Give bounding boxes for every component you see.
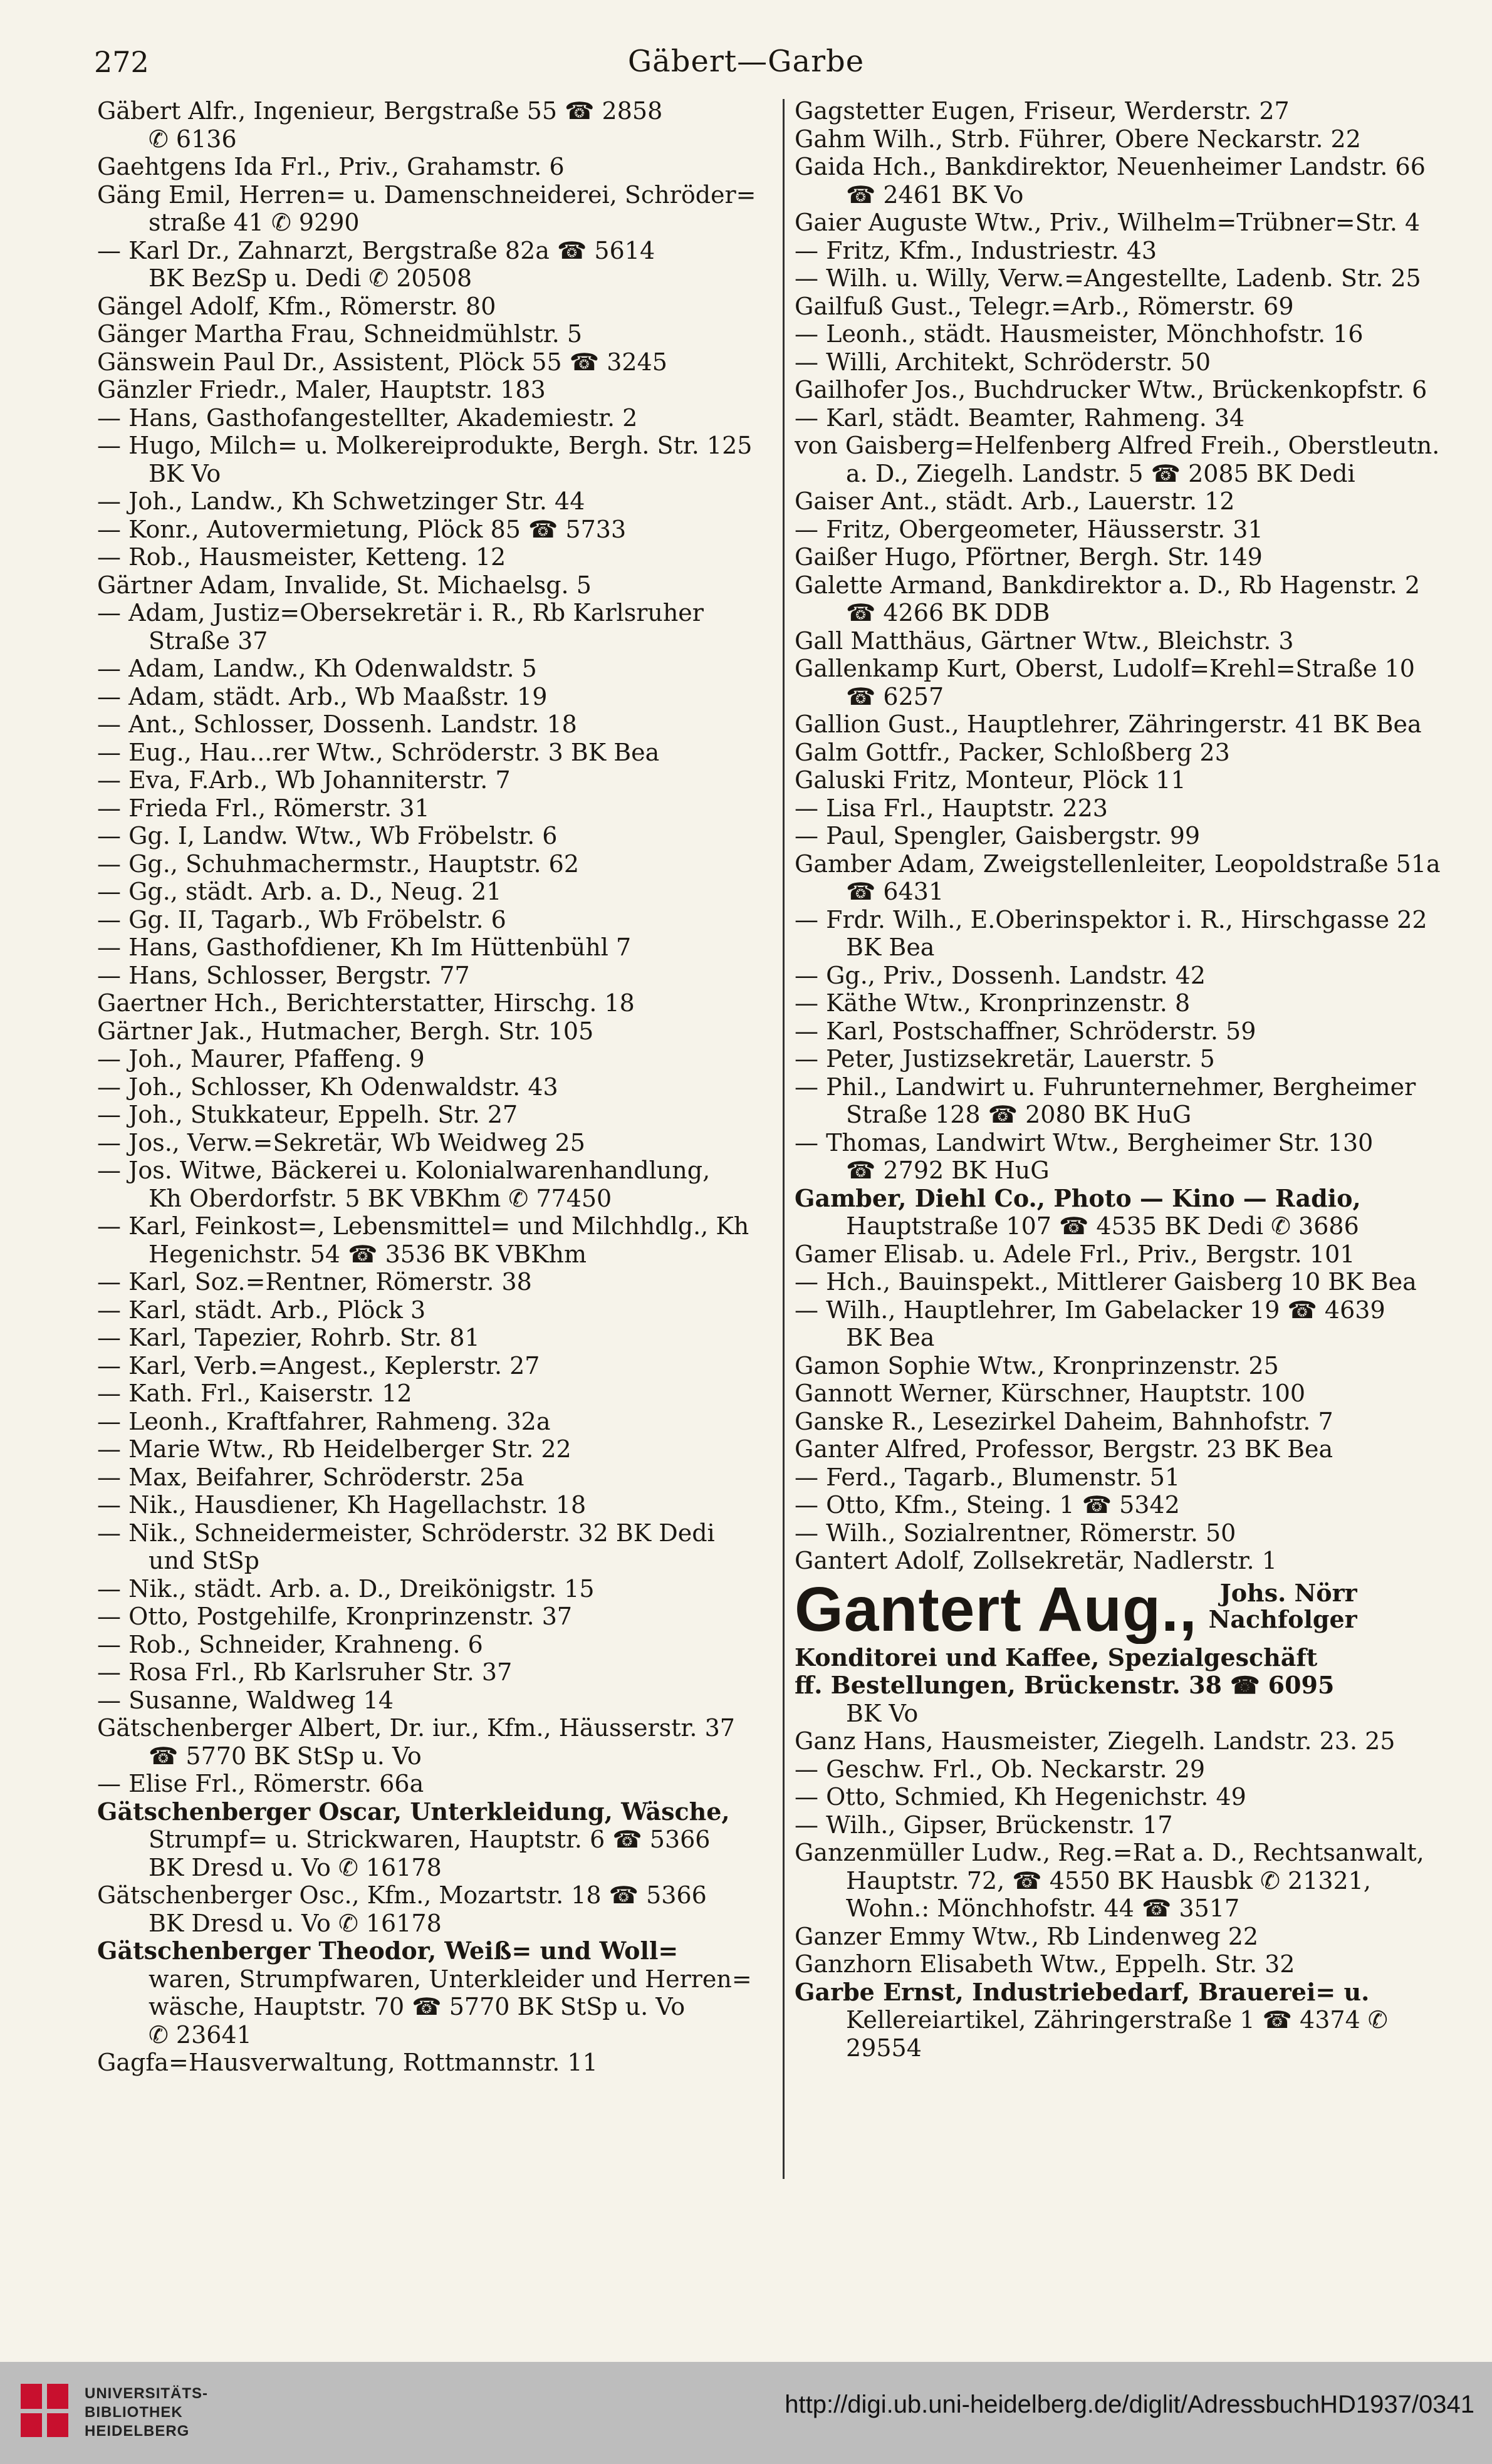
- directory-entry-line: Ganzer Emmy Wtw., Rb Lindenweg 22: [795, 1922, 1259, 1950]
- directory-entry-line: — Konr., Autovermietung, Plöck 85 ☎ 5733: [97, 515, 627, 543]
- directory-entry-line: — Ferd., Tagarb., Blumenstr. 51: [795, 1463, 1181, 1491]
- directory-entry-line: ☎ 6257: [846, 682, 944, 710]
- directory-entry-line: — Jos., Verw.=Sekretär, Wb Weidweg 25: [97, 1128, 585, 1157]
- directory-entry-line: Gänger Martha Frau, Schneidmühlstr. 5: [97, 320, 583, 348]
- library-name: [85, 2384, 208, 2441]
- directory-entry-line: Wohn.: Mönchhofstr. 44 ☎ 3517: [846, 1895, 1240, 1922]
- directory-entry-line: Gätschenberger Albert, Dr. iur., Kfm., Häusserstr. 37: [97, 1714, 735, 1742]
- directory-entry-line: — Gg. II, Tagarb., Wb Fröbelstr. 6: [97, 905, 506, 933]
- directory-entry-line: Gahm Wilh., Strb. Führer, Obere Neckarstr. 22: [795, 125, 1361, 153]
- directory-entry-line: Galette Armand, Bankdirektor a. D., Rb Hagenstr. 2: [795, 571, 1421, 599]
- directory-entry-line: — Fritz, Kfm., Industriestr. 43: [795, 236, 1157, 264]
- directory-entry-line: Gärtner Adam, Invalide, St. Michaelsg. 5: [97, 571, 592, 599]
- directory-entry-line: — Hans, Schlosser, Bergstr. 77: [97, 961, 470, 989]
- directory-entry-line: ☎ 6431: [846, 878, 944, 905]
- directory-entry-line: Gallion Gust., Hauptlehrer, Zähringerstr. 41 BK Bea: [795, 710, 1422, 738]
- directory-entry-line: Gall Matthäus, Gärtner Wtw., Bleichstr. 3: [795, 626, 1294, 655]
- footer-bar: [0, 2362, 1492, 2464]
- directory-entry-line: — Nik., Hausdiener, Kh Hagellachstr. 18: [97, 1491, 587, 1519]
- directory-entry-line: Ganz Hans, Hausmeister, Ziegelh. Landstr. 23. 25: [795, 1727, 1395, 1755]
- directory-entry-line: — Adam, Landw., Kh Odenwaldstr. 5: [97, 655, 537, 682]
- directory-entry-line: Gagstetter Eugen, Friseur, Werderstr. 27: [795, 97, 1290, 125]
- directory-entry-line: — Rob., Schneider, Krahneng. 6: [97, 1630, 483, 1658]
- advert-line1: Konditorei und Kaffee, Spezialgeschäft: [795, 1643, 1318, 1671]
- directory-entry-line: und StSp: [149, 1547, 260, 1574]
- directory-entry-line: Gätschenberger Osc., Kfm., Mozartstr. 18 ☎ 5366: [97, 1881, 707, 1909]
- directory-entry-line: Gänswein Paul Dr., Assistent, Plöck 55 ☎ 3245: [97, 348, 667, 376]
- advert-line3: BK Vo: [846, 1699, 919, 1727]
- advert-side-line1: Johs. Nörr: [1219, 1578, 1357, 1607]
- directory-entry-line: waren, Strumpfwaren, Unterkleider und Herren=: [149, 1965, 752, 1993]
- directory-entry-line: — Otto, Postgehilfe, Kronprinzenstr. 37: [97, 1603, 573, 1630]
- advert-block: [795, 1575, 1471, 1728]
- directory-entry-line: — Susanne, Waldweg 14: [97, 1686, 394, 1714]
- directory-entry-line: — Gg. I, Landw. Wtw., Wb Fröbelstr. 6: [97, 822, 558, 850]
- right-column-entries-a: [795, 97, 1471, 1575]
- directory-entry-line: — Nik., Schneidermeister, Schröderstr. 32 BK Dedi: [97, 1519, 715, 1547]
- directory-entry-line: — Joh., Stukkateur, Eppelh. Str. 27: [97, 1101, 518, 1128]
- directory-entry-line: — Kath. Frl., Kaiserstr. 12: [97, 1380, 412, 1407]
- directory-entry-line: BK Bea: [846, 1324, 935, 1351]
- directory-entry-line: — Joh., Landw., Kh Schwetzinger Str. 44: [97, 487, 585, 515]
- directory-entry-line: — Otto, Kfm., Steing. 1 ☎ 5342: [795, 1491, 1180, 1519]
- directory-entry-line: — Otto, Schmied, Kh Hegenichstr. 49: [795, 1783, 1246, 1811]
- directory-entry-line: — Adam, Justiz=Obersekretär i. R., Rb Karlsruher: [97, 599, 704, 626]
- directory-entry-line: Gannott Werner, Kürschner, Hauptstr. 100: [795, 1380, 1306, 1407]
- directory-entry-line: — Frieda Frl., Römerstr. 31: [97, 794, 430, 822]
- directory-entry-line: Hauptstraße 107 ☎ 4535 BK Dedi ✆ 3686: [846, 1212, 1359, 1240]
- directory-entry-line: ✆ 23641: [149, 2020, 252, 2049]
- directory-entry-line: — Eug., Hau...rer Wtw., Schröderstr. 3 BK Bea: [97, 738, 660, 766]
- directory-entry-line: Gäbert Alfr., Ingenieur, Bergstraße 55 ☎ 2858: [97, 97, 663, 125]
- directory-entry-line: — Gg., städt. Arb. a. D., Neug. 21: [97, 878, 502, 905]
- directory-entry-line: — Adam, städt. Arb., Wb Maaßstr. 19: [97, 682, 548, 710]
- directory-entry-line: — Phil., Landwirt u. Fuhrunternehmer, Bergheimer: [795, 1073, 1416, 1101]
- directory-entry-line: Gamber, Diehl Co., Photo — Kino — Radio,: [795, 1184, 1361, 1212]
- directory-entry-line: — Karl, städt. Beamter, Rahmeng. 34: [795, 403, 1245, 432]
- directory-entry-line: — Karl, Feinkost=, Lebensmittel= und Milchhdlg., Kh: [97, 1212, 749, 1240]
- directory-entry-line: Gaiser Ant., städt. Arb., Lauerstr. 12: [795, 487, 1235, 515]
- advert-successor: [1209, 1575, 1357, 1633]
- directory-entry-line: Gätschenberger Oscar, Unterkleidung, Wäsche,: [97, 1797, 730, 1826]
- directory-entry-line: BK Dresd u. Vo ✆ 16178: [149, 1853, 442, 1881]
- directory-entry-line: Gailfuß Gust., Telegr.=Arb., Römerstr. 69: [795, 292, 1294, 320]
- directory-entry-line: — Jos. Witwe, Bäckerei u. Kolonialwarenhandlung,: [97, 1157, 711, 1184]
- directory-entry-line: — Joh., Schlosser, Kh Odenwaldstr. 43: [97, 1073, 558, 1101]
- directory-entry-line: — Max, Beifahrer, Schröderstr. 25a: [97, 1463, 524, 1491]
- directory-entry-line: straße 41 ✆ 9290: [149, 209, 360, 236]
- directory-entry-line: — Karl, Soz.=Rentner, Römerstr. 38: [97, 1268, 532, 1296]
- directory-entry-line: Gäng Emil, Herren= u. Damenschneiderei, Schröder=: [97, 180, 756, 209]
- directory-entry-line: ☎ 4266 BK DDB: [846, 599, 1050, 626]
- directory-entry-line: Straße 37: [149, 626, 268, 655]
- directory-entry-line: BK Bea: [846, 933, 935, 961]
- directory-entry-line: Gamer Elisab. u. Adele Frl., Priv., Bergstr. 101: [795, 1240, 1355, 1268]
- directory-entry-line: Gamon Sophie Wtw., Kronprinzenstr. 25: [795, 1351, 1279, 1380]
- directory-entry-line: Gailhofer Jos., Buchdrucker Wtw., Brückenkopfstr. 6: [795, 376, 1427, 403]
- directory-entry-line: — Käthe Wtw., Kronprinzenstr. 8: [795, 989, 1191, 1017]
- logo-line: HEIDELBERG: [85, 2423, 190, 2440]
- directory-entry-line: Gaertner Hch., Berichterstatter, Hirschg. 18: [97, 989, 635, 1017]
- directory-entry-line: Hegenichstr. 54 ☎ 3536 BK VBKhm: [149, 1240, 587, 1268]
- directory-entry-line: Hauptstr. 72, ☎ 4550 BK Hausbk ✆ 21321,: [846, 1866, 1371, 1895]
- directory-entry-line: — Lisa Frl., Hauptstr. 223: [795, 794, 1108, 822]
- directory-entry-line: — Eva, F.Arb., Wb Johanniterstr. 7: [97, 766, 511, 794]
- directory-entry-line: — Geschw. Frl., Ob. Neckarstr. 29: [795, 1755, 1206, 1783]
- directory-entry-line: — Rob., Hausmeister, Ketteng. 12: [97, 543, 506, 571]
- directory-entry-line: 29554: [846, 2034, 922, 2062]
- directory-entry-line: — Hugo, Milch= u. Molkereiprodukte, Bergh. Str. 125: [97, 432, 753, 459]
- directory-entry-line: — Nik., städt. Arb. a. D., Dreikönigstr. 15: [97, 1574, 595, 1603]
- directory-entry-line: Kh Oberdorfstr. 5 BK VBKhm ✆ 77450: [149, 1184, 612, 1212]
- left-column: [97, 97, 771, 2077]
- directory-entry-line: Garbe Ernst, Industriebedarf, Brauerei= u.: [795, 1978, 1370, 2006]
- directory-entry-line: — Marie Wtw., Rb Heidelberger Str. 22: [97, 1435, 571, 1463]
- directory-entry-line: Gamber Adam, Zweigstellenleiter, Leopoldstraße 51a: [795, 850, 1441, 878]
- directory-entry-line: Gaier Auguste Wtw., Priv., Wilhelm=Trübner=Str. 4: [795, 209, 1421, 236]
- column-divider: [783, 99, 785, 2179]
- page-title: Gäbert—Garbe: [627, 44, 865, 79]
- directory-entry-line: — Hans, Gasthofangestellter, Akademiestr. 2: [97, 403, 638, 432]
- directory-entry-line: Gaida Hch., Bankdirektor, Neuenheimer Landstr. 66: [795, 153, 1426, 180]
- directory-entry-line: ☎ 5770 BK StSp u. Vo: [149, 1742, 422, 1770]
- directory-entry-line: Strumpf= u. Strickwaren, Hauptstr. 6 ☎ 5366: [149, 1826, 711, 1853]
- directory-entry-line: Ganzenmüller Ludw., Reg.=Rat a. D., Rechtsanwalt,: [795, 1839, 1424, 1866]
- directory-entry-line: Kellereiartikel, Zähringerstraße 1 ☎ 4374 ✆: [846, 2006, 1388, 2034]
- directory-entry-line: ✆ 6136: [149, 125, 237, 153]
- directory-entry-line: — Rosa Frl., Rb Karlsruher Str. 37: [97, 1658, 513, 1686]
- advert-side-line2: Nachfolger: [1208, 1604, 1357, 1633]
- directory-entry-line: Ganske R., Lesezirkel Daheim, Bahnhofstr. 7: [795, 1407, 1333, 1435]
- university-library-logo-icon: [18, 2381, 74, 2440]
- directory-entry-line: BK Vo: [149, 459, 221, 487]
- directory-entry-line: BK Dresd u. Vo ✆ 16178: [149, 1909, 442, 1937]
- directory-entry-line: ☎ 2461 BK Vo: [846, 180, 1024, 209]
- directory-entry-line: — Paul, Spengler, Gaisbergstr. 99: [795, 822, 1201, 850]
- directory-entry-line: wäsche, Hauptstr. 70 ☎ 5770 BK StSp u. Vo: [149, 1993, 686, 2020]
- logo-line: BIBLIOTHEK: [85, 2404, 183, 2421]
- directory-entry-line: — Leonh., städt. Hausmeister, Mönchhofstr. 16: [795, 320, 1364, 348]
- directory-entry-line: — Ant., Schlosser, Dossenh. Landstr. 18: [97, 710, 577, 738]
- directory-entry-line: Gärtner Jak., Hutmacher, Bergh. Str. 105: [97, 1017, 594, 1045]
- right-column: [795, 97, 1471, 2062]
- directory-entry-line: Gagfa=Hausverwaltung, Rottmannstr. 11: [97, 2049, 598, 2076]
- directory-entry-line: — Wilh., Hauptlehrer, Im Gabelacker 19 ☎ 4639: [795, 1296, 1385, 1324]
- directory-entry-line: — Peter, Justizsekretär, Lauerstr. 5: [795, 1045, 1215, 1073]
- directory-entry-line: — Karl, Tapezier, Rohrb. Str. 81: [97, 1324, 480, 1351]
- directory-entry-line: — Willi, Architekt, Schröderstr. 50: [795, 348, 1211, 376]
- directory-entry-line: — Fritz, Obergeometer, Häusserstr. 31: [795, 515, 1263, 543]
- directory-entry-line: Gängel Adolf, Kfm., Römerstr. 80: [97, 292, 496, 320]
- page-number: 272: [94, 45, 149, 79]
- directory-entry-line: — Wilh. u. Willy, Verw.=Angestellte, Ladenb. Str. 25: [795, 264, 1421, 292]
- directory-entry-line: Gaehtgens Ida Frl., Priv., Grahamstr. 6: [97, 153, 565, 180]
- advert-line2: ff. Bestellungen, Brückenstr. 38 ☎ 6095: [795, 1671, 1335, 1699]
- directory-entry-line: Ganzhorn Elisabeth Wtw., Eppelh. Str. 32: [795, 1950, 1295, 1978]
- directory-entry-line: Gätschenberger Theodor, Weiß= und Woll=: [97, 1937, 679, 1965]
- directory-entry-line: ☎ 2792 BK HuG: [846, 1157, 1050, 1184]
- directory-entry-line: von Gaisberg=Helfenberg Alfred Freih., Oberstleutn.: [795, 432, 1440, 459]
- advert-headline: [795, 1575, 1471, 1644]
- directory-entry-line: — Karl, Postschaffner, Schröderstr. 59: [795, 1017, 1256, 1045]
- directory-entry-line: Gaißer Hugo, Pförtner, Bergh. Str. 149: [795, 543, 1263, 571]
- directory-entry-line: a. D., Ziegelh. Landstr. 5 ☎ 2085 BK Dedi: [846, 459, 1355, 487]
- directory-entry-line: — Gg., Priv., Dossenh. Landstr. 42: [795, 961, 1206, 989]
- directory-entry-line: — Elise Frl., Römerstr. 66a: [97, 1770, 424, 1797]
- directory-entry-line: Gantert Adolf, Zollsekretär, Nadlerstr. 1: [795, 1547, 1277, 1574]
- advert-name: Gantert Aug.,: [795, 1574, 1197, 1644]
- directory-entry-line: — Wilh., Sozialrentner, Römerstr. 50: [795, 1519, 1236, 1547]
- source-url-link[interactable]: http://digi.ub.uni-heidelberg.de/diglit/AdressbuchHD1937/0341: [785, 2391, 1474, 2418]
- directory-entry-line: — Karl, Verb.=Angest., Keplerstr. 27: [97, 1351, 540, 1380]
- directory-entry-line: Gänzler Friedr., Maler, Hauptstr. 183: [97, 376, 546, 403]
- directory-entry-line: — Frdr. Wilh., E.Oberinspektor i. R., Hirschgasse 22: [795, 905, 1427, 933]
- directory-entry-line: — Leonh., Kraftfahrer, Rahmeng. 32a: [97, 1407, 551, 1435]
- directory-entry-line: — Thomas, Landwirt Wtw., Bergheimer Str. 130: [795, 1128, 1374, 1157]
- directory-entry-line: — Wilh., Gipser, Brückenstr. 17: [795, 1811, 1173, 1839]
- directory-entry-line: — Hch., Bauinspekt., Mittlerer Gaisberg 10 BK Bea: [795, 1268, 1417, 1296]
- directory-entry-line: — Gg., Schuhmachermstr., Hauptstr. 62: [97, 850, 579, 878]
- directory-entry-line: Galuski Fritz, Monteur, Plöck 11: [795, 766, 1186, 794]
- directory-entry-line: Gallenkamp Kurt, Oberst, Ludolf=Krehl=Straße 10: [795, 655, 1415, 682]
- directory-entry-line: — Joh., Maurer, Pfaffeng. 9: [97, 1045, 425, 1073]
- directory-entry-line: Galm Gottfr., Packer, Schloßberg 23: [795, 738, 1230, 766]
- directory-entry-line: — Hans, Gasthofdiener, Kh Im Hüttenbühl 7: [97, 933, 632, 961]
- directory-entry-line: BK BezSp u. Dedi ✆ 20508: [149, 264, 472, 292]
- directory-entry-line: — Karl Dr., Zahnarzt, Bergstraße 82a ☎ 5614: [97, 236, 655, 264]
- directory-entry-line: Ganter Alfred, Professor, Bergstr. 23 BK Bea: [795, 1435, 1333, 1463]
- right-column-entries-b: [795, 1727, 1471, 2062]
- logo-line: UNIVERSITÄTS-: [85, 2385, 209, 2402]
- directory-entry-line: Straße 128 ☎ 2080 BK HuG: [846, 1101, 1192, 1128]
- directory-entry-line: — Karl, städt. Arb., Plöck 3: [97, 1296, 426, 1324]
